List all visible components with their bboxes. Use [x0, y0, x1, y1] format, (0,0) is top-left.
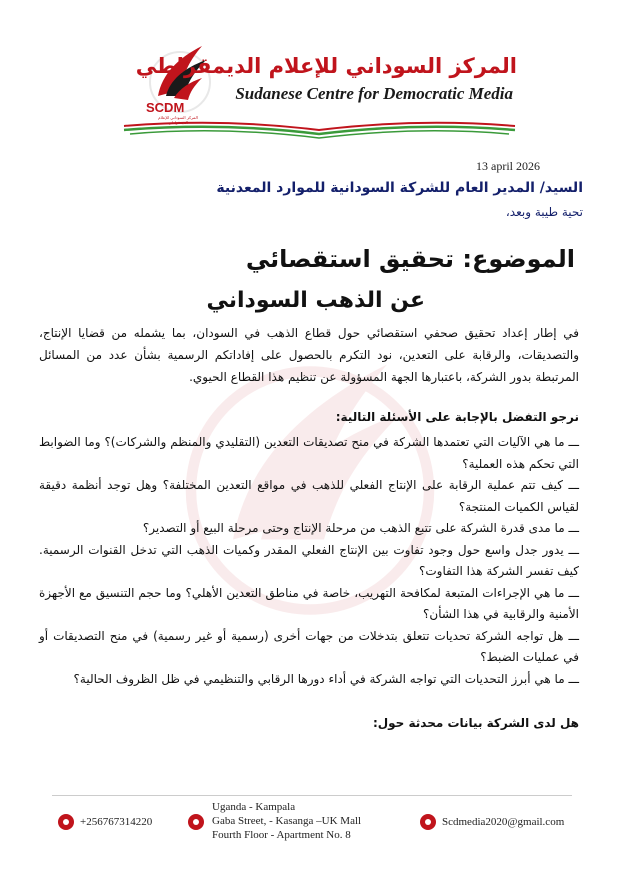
question-item: ـــ ما هي الآليات التي تعتمدها الشركة في منح تصديقات التعدين (التقليدي والمنظم والشركات)؟ وما الضوابط التي تحكم هذه العملية؟: [39, 435, 579, 471]
logo-subtext: المركز السوداني للإعلام الديمقراطي: [158, 115, 198, 125]
questions-heading: نرجو التفضل بالإجابة على الأسئلة التالية:: [335, 410, 579, 424]
subject-line-1: الموضوع: تحقيق استقصائي: [245, 245, 575, 273]
email-address: Scdmedia2020@gmail.com: [442, 816, 565, 828]
footer-address: [212, 800, 361, 842]
footer-phone: [58, 814, 152, 830]
question-item: ـــ يدور جدل واسع حول وجود تفاوت بين الإنتاج الفعلي المقدر وكميات الذهب التي تدخل القنوات الرسمية. كيف تفسر الشركة هذا التفاوت؟: [39, 542, 579, 578]
org-name-arabic: المركز السوداني للإعلام الديمقراطي: [135, 54, 517, 78]
question-item: ـــ ما مدى قدرة الشركة على تتبع الذهب من مرحلة الإنتاج وحتى مرحلة البيع أو التصدير؟: [142, 521, 579, 535]
address-line: Gaba Street, - Kasanga –UK Mall: [212, 815, 362, 827]
address-line: Uganda - Kampala: [212, 801, 296, 813]
greeting: تحية طيبة وبعد،: [505, 205, 583, 219]
email-icon: [420, 814, 436, 830]
footer: [0, 800, 625, 860]
location-icon: [188, 814, 204, 830]
logo-text: SCDM: [146, 100, 185, 115]
subject-line-2: عن الذهب السوداني: [206, 288, 425, 313]
phone-icon: [58, 814, 74, 830]
question-item: ـــ هل تواجه الشركة تحديات تتعلق بتدخلات من جهات أخرى (رسمية أو غير رسمية) في منح التصديقات أو في عمليات الضبط؟: [39, 628, 579, 664]
address-line: Fourth Floor - Apartment No. 8: [212, 829, 351, 841]
question-item: ـــ ما هي الإجراءات المتبعة لمكافحة التهريب، خاصة في مناطق التعدين الأهلي؟ وما حجم التنسيق مع الأجهزة الأمنية والرقابية في هذا الشأن؟: [39, 585, 579, 621]
closing-line: هل لدى الشركة بيانات محدثة حول:: [372, 716, 579, 730]
footer-email: [420, 814, 564, 830]
letterhead: [0, 0, 625, 140]
questions-list: [39, 432, 579, 690]
question-item: ـــ كيف تتم عملية الرقابة على الإنتاج الفعلي للذهب في مواقع التعدين المختلفة؟ وهل توجد أنظمة دقيقة لقياس الكميات المنتجة؟: [39, 478, 579, 514]
letter-date: 13 april 2026: [476, 159, 540, 173]
phone-number: +256767314220: [80, 816, 153, 828]
recipient: السيد/ المدير العام للشركة السودانية للموارد المعدنية: [216, 180, 583, 196]
intro-paragraph: في إطار إعداد تحقيق صحفي استقصائي حول قطاع الذهب في السودان، بما يشمله من قضايا الإنتاج، والتصديقات، والرقابة على التعدين، نود التكرم بالحصول على إفاداتكم الرسمية بشأن عدد من المسائل المرتبطة بدور الشركة، باعتبارها الجهة المسؤولة عن تنظيم هذا القطاع الحيوي.: [39, 326, 579, 384]
question-item: ـــ ما هي أبرز التحديات التي تواجه الشركة في أداء دورها الرقابي والتنظيمي في ظل الظروف الحالية؟: [73, 671, 579, 686]
open-book-icon: [122, 116, 517, 140]
org-name-english: Sudanese Centre for Democratic Media: [235, 84, 513, 103]
footer-divider: [52, 795, 572, 796]
